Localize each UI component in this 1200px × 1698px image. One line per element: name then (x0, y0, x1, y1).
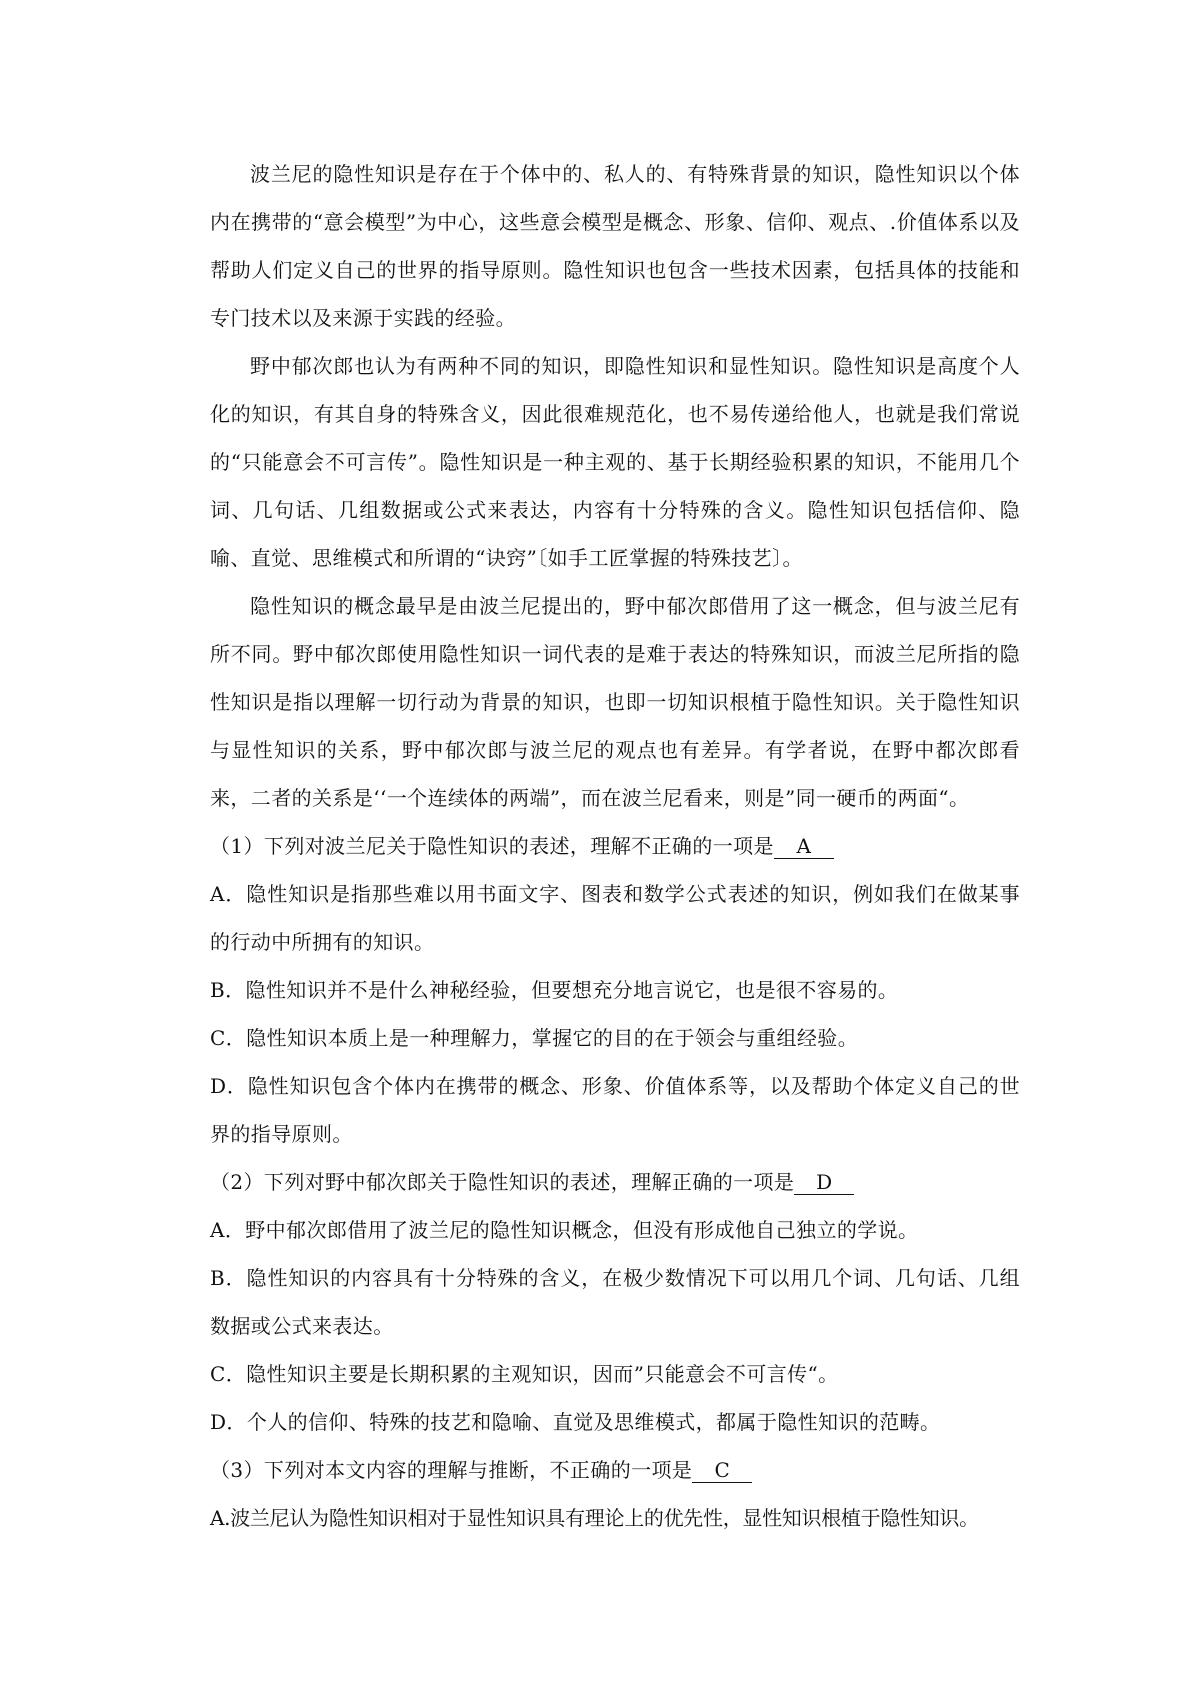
option-c: C．隐性知识本质上是一种理解力，掌握它的目的在于领会与重组经验。 (210, 1026, 859, 1050)
option-b: B．隐性知识的内容具有十分特殊的含义，在极少数情况下可以用几个词、几句话、几组数据或公式来表达。 (210, 1266, 1020, 1338)
option-a: A．隐性知识是指那些难以用书面文字、图表和数学公式表述的知识，例如我们在做某事的行动中所拥有的知识。 (210, 882, 1020, 954)
question-2 (210, 1158, 1020, 1446)
passage-paragraph-3: 隐性知识的概念最早是由波兰尼提出的，野中郁次郎借用了这一概念，但与波兰尼有所不同。野中郁次郎使用隐性知识一词代表的是难于表达的特殊知识，而波兰尼所指的隐性知识是指以理解一切行动为背景的知识，也即一切知识根植于隐性知识。关于隐性知识与显性知识的关系，野中郁次郎与波兰尼的观点也有差异。有学者说，在野中都次郎看来，二者的关系是‘‘一个连续体的两端”，而在波兰尼看来，则是”同一硬币的两面“。 (210, 594, 1020, 810)
answer-blank: D (794, 1170, 854, 1195)
question-stem (210, 822, 1020, 870)
option-a: A．野中郁次郎借用了波兰尼的隐性知识概念，但没有形成他自己独立的学说。 (210, 1218, 919, 1242)
question-1 (210, 822, 1020, 1158)
question-stem-text: （1）下列对波兰尼关于隐性知识的表述，理解不正确的一项是 (210, 834, 774, 858)
question-stem-text: （2）下列对野中郁次郎关于隐性知识的表述，理解正确的一项是 (210, 1170, 795, 1194)
option-c: C．隐性知识主要是长期积累的主观知识，因而”只能意会不可言传“。 (210, 1362, 839, 1386)
answer-blank: C (692, 1458, 752, 1483)
question-stem (210, 1446, 1020, 1494)
question-stem-text: （3）下列对本文内容的理解与推断，不正确的一项是 (210, 1458, 693, 1482)
document-content (210, 150, 1020, 1542)
option-a: A.波兰尼认为隐性知识相对于显性知识具有理论上的优先性，显性知识根植于隐性知识。 (210, 1506, 979, 1530)
question-stem (210, 1158, 1020, 1206)
answer-blank: A (774, 834, 834, 859)
option-d: D．个人的信仰、特殊的技艺和隐喻、直觉及思维模式，都属于隐性知识的范畴。 (210, 1410, 941, 1434)
option-b: B．隐性知识并不是什么神秘经验，但要想充分地言说它，也是很不容易的。 (210, 978, 899, 1002)
passage-paragraph-2: 野中郁次郎也认为有两种不同的知识，即隐性知识和显性知识。隐性知识是高度个人化的知识，有其自身的特殊含义，因此很难规范化，也不易传递给他人，也就是我们常说的“只能意会不可言传”。隐性知识是一种主观的、基于长期经验积累的知识，不能用几个词、几句话、几组数据或公式来表达，内容有十分特殊的含义。隐性知识包括信仰、隐喻、直觉、思维模式和所谓的“诀窍”〔如手工匠掌握的特殊技艺〕。 (210, 354, 1020, 570)
option-d: D．隐性知识包含个体内在携带的概念、形象、价值体系等，以及帮助个体定义自己的世界的指导原则。 (210, 1074, 1020, 1146)
passage-paragraph-1: 波兰尼的隐性知识是存在于个体中的、私人的、有特殊背景的知识，隐性知识以个体内在携带的“意会模型”为中心，这些意会模型是概念、形象、信仰、观点、.价值体系以及帮助人们定义自己的世界的指导原则。隐性知识也包含一些技术因素，包括具体的技能和专门技术以及来源于实践的经验。 (210, 162, 1020, 330)
question-3 (210, 1446, 1020, 1542)
